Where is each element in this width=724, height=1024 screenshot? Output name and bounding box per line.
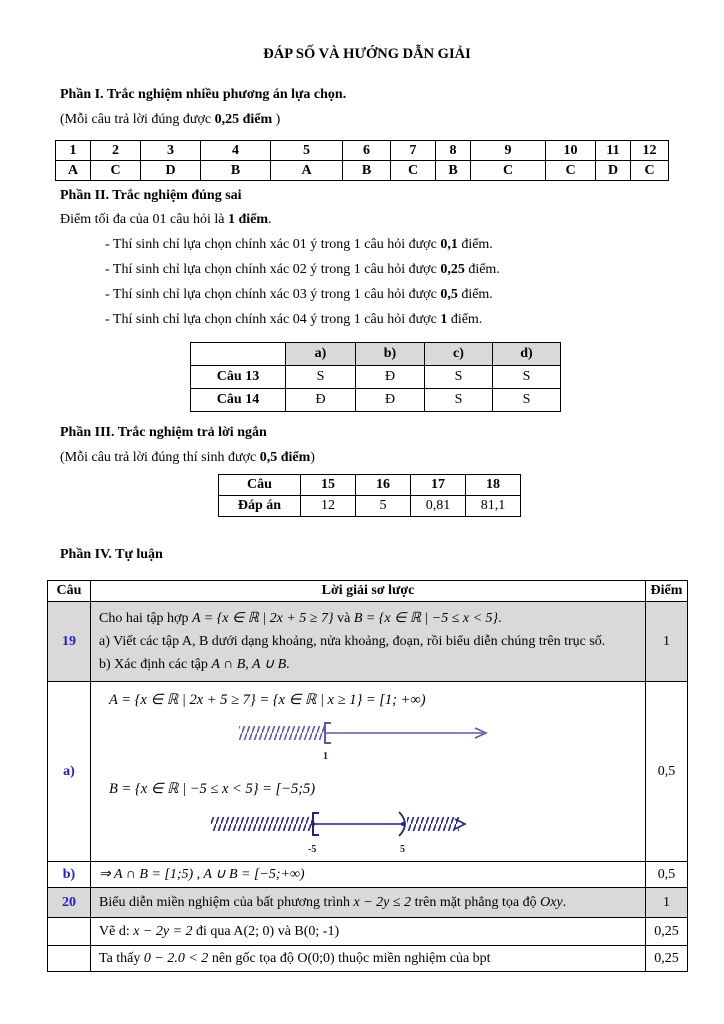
part3-heading: Phần III. Trắc nghiệm trả lời ngắn bbox=[60, 425, 267, 440]
part3-note: (Mỗi câu trả lời đúng thí sinh được 0,5 điểm) bbox=[60, 450, 315, 465]
answer-cell: B bbox=[436, 161, 471, 181]
step1-solution: Vẽ d: x − 2y = 2 đi qua A(2; 0) và B(0; -1) bbox=[91, 918, 646, 946]
score-cell: 0,5 bbox=[646, 682, 688, 862]
tf-value-cell: Đ bbox=[356, 366, 425, 389]
excluded-region-hatch bbox=[239, 726, 325, 740]
question-number-cell: 3 bbox=[141, 141, 201, 161]
question-number-cell: 4 bbox=[201, 141, 271, 161]
answer-cell: D bbox=[596, 161, 631, 181]
question-number-cell: 2 bbox=[91, 141, 141, 161]
scoring-rule: - Thí sinh chỉ lựa chọn chính xác 01 ý trong 1 câu hỏi được 0,1 điểm. bbox=[105, 237, 493, 252]
step2-solution: Ta thấy 0 − 2.0 < 2 nên gốc tọa độ O(0;0) thuộc miền nghiệm của bpt bbox=[91, 946, 646, 972]
answer-cell: C bbox=[391, 161, 436, 181]
tf-col-header: d) bbox=[493, 343, 561, 366]
answer-cell: B bbox=[201, 161, 271, 181]
part1-answer-table bbox=[55, 140, 669, 181]
question-number-row bbox=[56, 141, 669, 161]
answer-cell: C bbox=[471, 161, 546, 181]
short-question-cell: 18 bbox=[466, 475, 521, 496]
short-answer-row bbox=[219, 496, 521, 517]
part1-heading: Phần I. Trắc nghiệm nhiều phương án lựa chọn. bbox=[60, 87, 347, 102]
question-number-cell: 9 bbox=[471, 141, 546, 161]
tf-row-label: Câu 14 bbox=[191, 389, 286, 412]
short-answer-cell: 0,81 bbox=[411, 496, 466, 517]
excluded-region-hatch bbox=[407, 817, 459, 831]
score-cell: 0,25 bbox=[646, 946, 688, 972]
number-line-B bbox=[211, 810, 481, 858]
short-answer-cell: 12 bbox=[301, 496, 356, 517]
tf-col-header: c) bbox=[425, 343, 493, 366]
part2-heading: Phần II. Trắc nghiệm đúng sai bbox=[60, 188, 242, 203]
tf-value-cell: Đ bbox=[356, 389, 425, 412]
short-answer-cell: 81,1 bbox=[466, 496, 521, 517]
answer-cell: D bbox=[141, 161, 201, 181]
answer-cell: C bbox=[631, 161, 669, 181]
blank-cell bbox=[48, 946, 91, 972]
excluded-region-hatch bbox=[211, 817, 313, 831]
tf-header-row bbox=[191, 343, 561, 366]
tick-label: 1 bbox=[323, 751, 328, 762]
col-header-diem: Điểm bbox=[646, 581, 688, 602]
part2-intro: Điểm tối đa của 01 câu hỏi là 1 điểm. bbox=[60, 212, 272, 227]
tf-col-header: a) bbox=[286, 343, 356, 366]
part-a-label: a) bbox=[48, 682, 91, 862]
statement-line: Cho hai tập hợp A = {x ∈ ℝ | 2x + 5 ≥ 7} và B = {x ∈ ℝ | −5 ≤ x < 5}. bbox=[99, 611, 502, 626]
statement-line: b) Xác định các tập A ∩ B, A ∪ B. bbox=[99, 657, 290, 672]
part1-note: (Mỗi câu trả lời đúng được 0,25 điểm ) bbox=[60, 112, 281, 127]
short-answer-cell: 5 bbox=[356, 496, 411, 517]
question-20-statement: Biểu diễn miền nghiệm của bất phương trình x − 2y ≤ 2 trên mặt phẳng tọa độ Oxy. bbox=[91, 888, 646, 918]
answer-cell: A bbox=[271, 161, 343, 181]
question-number-cell: 5 bbox=[271, 141, 343, 161]
tf-value-cell: S bbox=[286, 366, 356, 389]
set-A-formula: A = {x ∈ ℝ | 2x + 5 ≥ 7} = {x ∈ ℝ | x ≥ 1} = [1; +∞) bbox=[109, 692, 426, 708]
solution-row-20-step2 bbox=[48, 946, 688, 972]
tf-row bbox=[191, 389, 561, 412]
question-19-label: 19 bbox=[48, 602, 91, 682]
col-header-cau: Câu bbox=[48, 581, 91, 602]
part3-short-answer-table bbox=[218, 474, 521, 517]
question-20-label: 20 bbox=[48, 888, 91, 918]
question-number-cell: 10 bbox=[546, 141, 596, 161]
tick-label: -5 bbox=[308, 844, 317, 855]
part4-heading: Phần IV. Tự luận bbox=[60, 547, 163, 562]
answer-cell: C bbox=[546, 161, 596, 181]
short-header-row bbox=[219, 475, 521, 496]
tf-blank-cell bbox=[191, 343, 286, 366]
score-cell: 1 bbox=[646, 888, 688, 918]
tf-value-cell: Đ bbox=[286, 389, 356, 412]
tf-value-cell: S bbox=[493, 389, 561, 412]
short-header-label: Câu bbox=[219, 475, 301, 496]
solution-row-19 bbox=[48, 602, 688, 682]
part-b-label: b) bbox=[48, 862, 91, 888]
part-b-solution: ⇒ A ∩ B = [1;5) , A ∪ B = [−5;+∞) bbox=[91, 862, 646, 888]
scoring-rule: - Thí sinh chỉ lựa chọn chính xác 03 ý trong 1 câu hỏi được 0,5 điểm. bbox=[105, 287, 493, 302]
answer-row bbox=[56, 161, 669, 181]
solution-row-19b bbox=[48, 862, 688, 888]
answer-cell: C bbox=[91, 161, 141, 181]
question-number-cell: 8 bbox=[436, 141, 471, 161]
tick-label: 5 bbox=[400, 844, 405, 855]
solution-row-20-step1 bbox=[48, 918, 688, 946]
answer-cell: A bbox=[56, 161, 91, 181]
short-question-cell: 15 bbox=[301, 475, 356, 496]
tf-row bbox=[191, 366, 561, 389]
statement-line: a) Viết các tập A, B dưới dạng khoảng, nửa khoảng, đoạn, rồi biểu diễn chúng trên trục số. bbox=[99, 634, 606, 649]
short-answer-label: Đáp án bbox=[219, 496, 301, 517]
solution-header-row bbox=[48, 581, 688, 602]
part2-true-false-table bbox=[190, 342, 561, 412]
set-B-formula: B = {x ∈ ℝ | −5 ≤ x < 5} = [−5;5) bbox=[109, 781, 316, 797]
question-number-cell: 1 bbox=[56, 141, 91, 161]
score-cell: 1 bbox=[646, 602, 688, 682]
tf-row-label: Câu 13 bbox=[191, 366, 286, 389]
question-number-cell: 7 bbox=[391, 141, 436, 161]
short-question-cell: 17 bbox=[411, 475, 466, 496]
tf-value-cell: S bbox=[493, 366, 561, 389]
tf-col-header: b) bbox=[356, 343, 425, 366]
question-number-cell: 6 bbox=[343, 141, 391, 161]
part-a-solution bbox=[91, 682, 646, 862]
scoring-rule: - Thí sinh chỉ lựa chọn chính xác 04 ý trong 1 câu hỏi được 1 điểm. bbox=[105, 312, 483, 327]
short-question-cell: 16 bbox=[356, 475, 411, 496]
solution-row-19a bbox=[48, 682, 688, 862]
number-line-A bbox=[237, 719, 537, 763]
answer-cell: B bbox=[343, 161, 391, 181]
question-19-statement bbox=[91, 602, 646, 682]
question-number-cell: 11 bbox=[596, 141, 631, 161]
blank-cell bbox=[48, 918, 91, 946]
question-number-cell: 12 bbox=[631, 141, 669, 161]
part4-solution-table bbox=[47, 580, 688, 972]
score-cell: 0,5 bbox=[646, 862, 688, 888]
scoring-rule: - Thí sinh chỉ lựa chọn chính xác 02 ý trong 1 câu hỏi được 0,25 điểm. bbox=[105, 262, 500, 277]
col-header-loigiai: Lời giải sơ lược bbox=[91, 581, 646, 602]
solution-row-20 bbox=[48, 888, 688, 918]
tf-value-cell: S bbox=[425, 366, 493, 389]
document-title: ĐÁP SỐ VÀ HƯỚNG DẪN GIẢI bbox=[263, 46, 471, 62]
score-cell: 0,25 bbox=[646, 918, 688, 946]
tf-value-cell: S bbox=[425, 389, 493, 412]
